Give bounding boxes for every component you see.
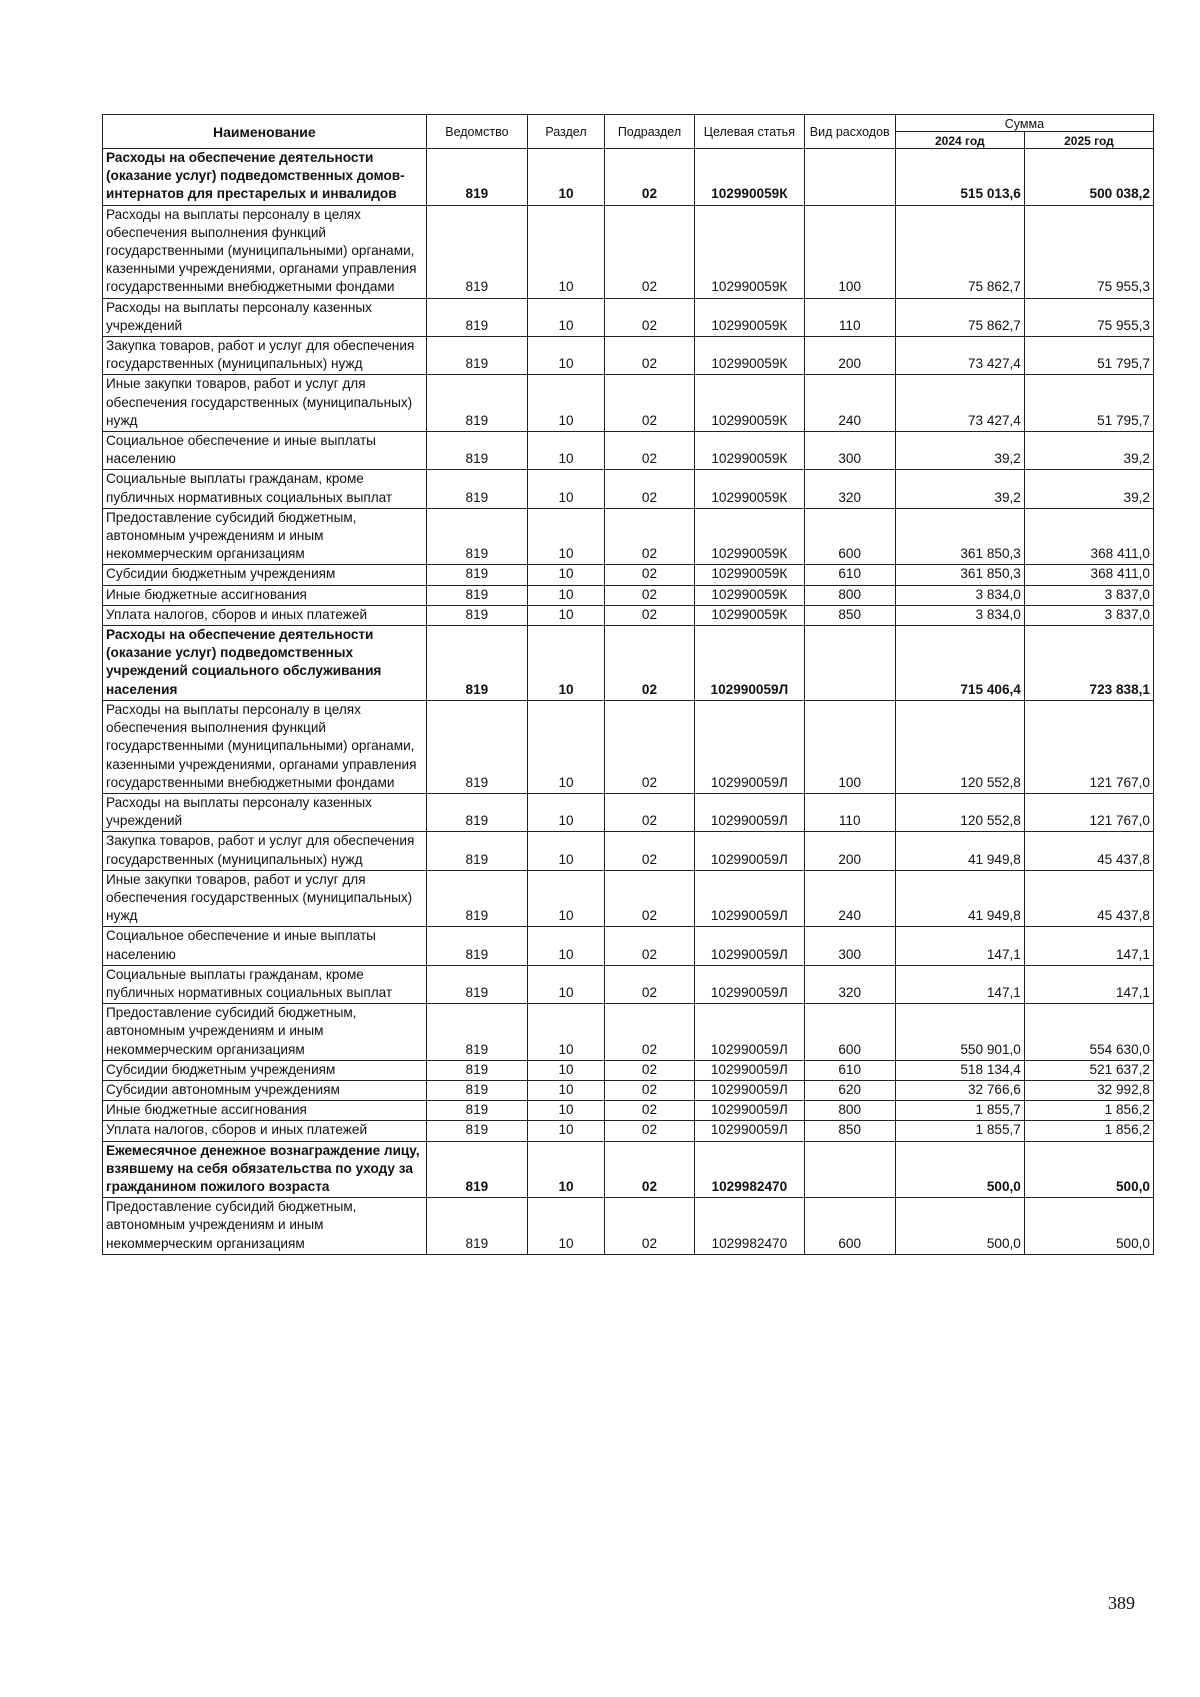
cell-expense-type: [804, 149, 895, 206]
cell-sum-2024: 1 855,7: [895, 1121, 1024, 1141]
cell-sum-2024: 500,0: [895, 1141, 1024, 1198]
cell-name: Иные закупки товаров, работ и услуг для обеспечения государственных (муниципальных) нужд: [103, 870, 427, 927]
cell-sum-2025: 500,0: [1024, 1198, 1153, 1255]
cell-expense-type: 300: [804, 927, 895, 965]
cell-name: Субсидии автономным учреждениям: [103, 1080, 427, 1100]
cell-subsection: 02: [604, 585, 694, 605]
cell-department: 819: [426, 793, 527, 831]
cell-section: 10: [528, 793, 605, 831]
cell-name: Расходы на обеспечение деятельности (оказание услуг) подведомственных учреждений социального обслуживания населения: [103, 626, 427, 701]
cell-target-item: 102990059Л: [695, 1101, 805, 1121]
cell-department: 819: [426, 1101, 527, 1121]
cell-target-item: 102990059Л: [695, 1121, 805, 1141]
cell-target-item: 1029982470: [695, 1198, 805, 1255]
header-sum: Сумма: [895, 115, 1153, 132]
cell-subsection: 02: [604, 1198, 694, 1255]
cell-expense-type: 850: [804, 605, 895, 625]
cell-sum-2024: 39,2: [895, 432, 1024, 470]
cell-section: 10: [528, 605, 605, 625]
cell-expense-type: 240: [804, 870, 895, 927]
cell-name: Социальные выплаты гражданам, кроме публичных нормативных социальных выплат: [103, 965, 427, 1003]
cell-section: 10: [528, 298, 605, 336]
cell-department: 819: [426, 432, 527, 470]
cell-department: 819: [426, 1141, 527, 1198]
cell-expense-type: 850: [804, 1121, 895, 1141]
cell-name: Закупка товаров, работ и услуг для обеспечения государственных (муниципальных) нужд: [103, 832, 427, 870]
cell-expense-type: 100: [804, 205, 895, 298]
cell-target-item: 102990059Л: [695, 1060, 805, 1080]
cell-target-item: 102990059Л: [695, 1080, 805, 1100]
cell-name: Социальные выплаты гражданам, кроме публичных нормативных социальных выплат: [103, 470, 427, 508]
cell-sum-2024: 515 013,6: [895, 149, 1024, 206]
cell-subsection: 02: [604, 508, 694, 565]
cell-target-item: 102990059Л: [695, 793, 805, 831]
cell-target-item: 102990059К: [695, 432, 805, 470]
cell-subsection: 02: [604, 565, 694, 585]
header-department: Ведомство: [426, 115, 527, 149]
table-row: [103, 585, 1154, 605]
table-row: [103, 1198, 1154, 1255]
cell-section: 10: [528, 626, 605, 701]
cell-target-item: 102990059К: [695, 565, 805, 585]
cell-subsection: 02: [604, 375, 694, 432]
cell-expense-type: 200: [804, 832, 895, 870]
cell-sum-2024: 550 901,0: [895, 1004, 1024, 1061]
cell-subsection: 02: [604, 1141, 694, 1198]
cell-expense-type: 320: [804, 470, 895, 508]
cell-expense-type: 110: [804, 298, 895, 336]
cell-department: 819: [426, 565, 527, 585]
cell-department: 819: [426, 605, 527, 625]
table-row: [103, 927, 1154, 965]
header-expense-type: Вид расходов: [804, 115, 895, 149]
cell-subsection: 02: [604, 432, 694, 470]
cell-name: Иные закупки товаров, работ и услуг для обеспечения государственных (муниципальных) нужд: [103, 375, 427, 432]
cell-subsection: 02: [604, 1121, 694, 1141]
cell-subsection: 02: [604, 1060, 694, 1080]
cell-name: Социальное обеспечение и иные выплаты населению: [103, 927, 427, 965]
cell-section: 10: [528, 1004, 605, 1061]
cell-name: Субсидии бюджетным учреждениям: [103, 1060, 427, 1080]
cell-sum-2024: 500,0: [895, 1198, 1024, 1255]
cell-section: 10: [528, 700, 605, 793]
table-row: [103, 337, 1154, 375]
cell-expense-type: 610: [804, 565, 895, 585]
cell-department: 819: [426, 149, 527, 206]
cell-section: 10: [528, 1198, 605, 1255]
cell-sum-2024: 39,2: [895, 470, 1024, 508]
cell-sum-2024: 75 862,7: [895, 298, 1024, 336]
cell-sum-2024: 32 766,6: [895, 1080, 1024, 1100]
table-row: [103, 793, 1154, 831]
cell-subsection: 02: [604, 1101, 694, 1121]
cell-department: 819: [426, 700, 527, 793]
table-row: [103, 965, 1154, 1003]
cell-sum-2025: 121 767,0: [1024, 700, 1153, 793]
cell-sum-2025: 147,1: [1024, 965, 1153, 1003]
cell-subsection: 02: [604, 965, 694, 1003]
cell-name: Закупка товаров, работ и услуг для обеспечения государственных (муниципальных) нужд: [103, 337, 427, 375]
cell-sum-2024: 1 855,7: [895, 1101, 1024, 1121]
table-row: [103, 508, 1154, 565]
cell-sum-2024: 73 427,4: [895, 337, 1024, 375]
cell-sum-2025: 521 637,2: [1024, 1060, 1153, 1080]
cell-department: 819: [426, 1121, 527, 1141]
cell-subsection: 02: [604, 205, 694, 298]
cell-department: 819: [426, 1004, 527, 1061]
cell-expense-type: 610: [804, 1060, 895, 1080]
table-header-row: [103, 115, 1154, 132]
cell-expense-type: [804, 626, 895, 701]
cell-target-item: 102990059К: [695, 205, 805, 298]
cell-subsection: 02: [604, 832, 694, 870]
cell-section: 10: [528, 965, 605, 1003]
cell-section: 10: [528, 470, 605, 508]
cell-subsection: 02: [604, 1080, 694, 1100]
cell-expense-type: 800: [804, 1101, 895, 1121]
table-row: [103, 1141, 1154, 1198]
table-row: [103, 375, 1154, 432]
table-row: [103, 1060, 1154, 1080]
cell-expense-type: 300: [804, 432, 895, 470]
cell-expense-type: 200: [804, 337, 895, 375]
cell-sum-2024: 120 552,8: [895, 793, 1024, 831]
cell-sum-2024: 518 134,4: [895, 1060, 1024, 1080]
cell-sum-2025: 1 856,2: [1024, 1121, 1153, 1141]
cell-target-item: 102990059Л: [695, 870, 805, 927]
cell-name: Расходы на выплаты персоналу в целях обеспечения выполнения функций государственными (муниципальными) органами, казенными учреждениями, органами управления государственными внебюджетными фондами: [103, 205, 427, 298]
cell-subsection: 02: [604, 626, 694, 701]
cell-department: 819: [426, 927, 527, 965]
cell-subsection: 02: [604, 700, 694, 793]
cell-target-item: 102990059К: [695, 337, 805, 375]
cell-expense-type: 100: [804, 700, 895, 793]
cell-section: 10: [528, 205, 605, 298]
cell-sum-2025: 75 955,3: [1024, 298, 1153, 336]
cell-target-item: 102990059Л: [695, 832, 805, 870]
cell-sum-2025: 39,2: [1024, 470, 1153, 508]
cell-section: 10: [528, 1141, 605, 1198]
cell-section: 10: [528, 870, 605, 927]
cell-section: 10: [528, 149, 605, 206]
cell-sum-2024: 147,1: [895, 965, 1024, 1003]
cell-target-item: 102990059Л: [695, 1004, 805, 1061]
cell-sum-2025: 3 837,0: [1024, 605, 1153, 625]
cell-expense-type: 800: [804, 585, 895, 605]
cell-expense-type: 600: [804, 508, 895, 565]
cell-sum-2025: 500 038,2: [1024, 149, 1153, 206]
cell-target-item: 102990059К: [695, 375, 805, 432]
cell-section: 10: [528, 432, 605, 470]
cell-department: 819: [426, 832, 527, 870]
cell-section: 10: [528, 337, 605, 375]
cell-sum-2025: 45 437,8: [1024, 832, 1153, 870]
cell-sum-2024: 41 949,8: [895, 870, 1024, 927]
cell-name: Социальное обеспечение и иные выплаты населению: [103, 432, 427, 470]
cell-sum-2025: 39,2: [1024, 432, 1153, 470]
cell-section: 10: [528, 375, 605, 432]
table-row: [103, 605, 1154, 625]
cell-subsection: 02: [604, 605, 694, 625]
cell-sum-2025: 51 795,7: [1024, 375, 1153, 432]
header-year-2025: 2025 год: [1024, 132, 1153, 149]
cell-target-item: 102990059Л: [695, 965, 805, 1003]
cell-section: 10: [528, 832, 605, 870]
cell-target-item: 1029982470: [695, 1141, 805, 1198]
cell-department: 819: [426, 205, 527, 298]
cell-name: Ежемесячное денежное вознаграждение лицу, взявшему на себя обязательства по уходу за гражданином пожилого возраста: [103, 1141, 427, 1198]
cell-target-item: 102990059К: [695, 508, 805, 565]
cell-target-item: 102990059К: [695, 605, 805, 625]
table-row: [103, 298, 1154, 336]
cell-target-item: 102990059К: [695, 298, 805, 336]
cell-name: Предоставление субсидий бюджетным, автономным учреждениям и иным некоммерческим организациям: [103, 1004, 427, 1061]
table-row: [103, 432, 1154, 470]
cell-sum-2024: 361 850,3: [895, 508, 1024, 565]
cell-expense-type: 240: [804, 375, 895, 432]
cell-subsection: 02: [604, 298, 694, 336]
header-target-item: Целевая статья: [695, 115, 805, 149]
cell-target-item: 102990059К: [695, 585, 805, 605]
cell-section: 10: [528, 1101, 605, 1121]
cell-subsection: 02: [604, 149, 694, 206]
cell-sum-2025: 121 767,0: [1024, 793, 1153, 831]
header-section: Раздел: [528, 115, 605, 149]
cell-target-item: 102990059Л: [695, 626, 805, 701]
cell-department: 819: [426, 1080, 527, 1100]
cell-department: 819: [426, 1198, 527, 1255]
cell-target-item: 102990059К: [695, 149, 805, 206]
cell-sum-2024: 41 949,8: [895, 832, 1024, 870]
cell-subsection: 02: [604, 470, 694, 508]
cell-sum-2024: 3 834,0: [895, 605, 1024, 625]
cell-subsection: 02: [604, 927, 694, 965]
header-year-2024: 2024 год: [895, 132, 1024, 149]
cell-department: 819: [426, 470, 527, 508]
cell-subsection: 02: [604, 337, 694, 375]
page-number: 389: [1108, 1593, 1135, 1613]
cell-sum-2025: 3 837,0: [1024, 585, 1153, 605]
cell-target-item: 102990059К: [695, 470, 805, 508]
cell-expense-type: 110: [804, 793, 895, 831]
cell-name: Иные бюджетные ассигнования: [103, 1101, 427, 1121]
cell-name: Расходы на выплаты персоналу казенных учреждений: [103, 793, 427, 831]
cell-name: Уплата налогов, сборов и иных платежей: [103, 605, 427, 625]
cell-sum-2025: 147,1: [1024, 927, 1153, 965]
cell-sum-2024: 75 862,7: [895, 205, 1024, 298]
cell-name: Предоставление субсидий бюджетным, автономным учреждениям и иным некоммерческим организациям: [103, 1198, 427, 1255]
cell-sum-2025: 1 856,2: [1024, 1101, 1153, 1121]
cell-expense-type: 320: [804, 965, 895, 1003]
cell-department: 819: [426, 965, 527, 1003]
cell-department: 819: [426, 870, 527, 927]
table-row: [103, 205, 1154, 298]
table-row: [103, 626, 1154, 701]
table-row: [103, 832, 1154, 870]
cell-target-item: 102990059Л: [695, 700, 805, 793]
cell-sum-2025: 51 795,7: [1024, 337, 1153, 375]
cell-section: 10: [528, 927, 605, 965]
cell-subsection: 02: [604, 1004, 694, 1061]
cell-department: 819: [426, 337, 527, 375]
table-row: [103, 470, 1154, 508]
cell-sum-2024: 3 834,0: [895, 585, 1024, 605]
cell-subsection: 02: [604, 793, 694, 831]
cell-sum-2025: 75 955,3: [1024, 205, 1153, 298]
cell-section: 10: [528, 585, 605, 605]
table-row: [103, 1101, 1154, 1121]
table-row: [103, 700, 1154, 793]
cell-section: 10: [528, 1121, 605, 1141]
cell-section: 10: [528, 1060, 605, 1080]
cell-section: 10: [528, 565, 605, 585]
cell-target-item: 102990059Л: [695, 927, 805, 965]
table-row: [103, 1121, 1154, 1141]
cell-section: 10: [528, 508, 605, 565]
cell-name: Иные бюджетные ассигнования: [103, 585, 427, 605]
table-row: [103, 870, 1154, 927]
cell-sum-2025: 554 630,0: [1024, 1004, 1153, 1061]
cell-sum-2025: 500,0: [1024, 1141, 1153, 1198]
cell-subsection: 02: [604, 870, 694, 927]
cell-sum-2025: 368 411,0: [1024, 508, 1153, 565]
cell-department: 819: [426, 585, 527, 605]
cell-name: Расходы на выплаты персоналу казенных учреждений: [103, 298, 427, 336]
table-row: [103, 1080, 1154, 1100]
cell-sum-2024: 361 850,3: [895, 565, 1024, 585]
cell-section: 10: [528, 1080, 605, 1100]
cell-expense-type: 600: [804, 1198, 895, 1255]
cell-sum-2024: 715 406,4: [895, 626, 1024, 701]
cell-name: Расходы на выплаты персоналу в целях обеспечения выполнения функций государственными (муниципальными) органами, казенными учреждениями, органами управления государственными внебюджетными фондами: [103, 700, 427, 793]
cell-department: 819: [426, 626, 527, 701]
cell-sum-2025: 32 992,8: [1024, 1080, 1153, 1100]
cell-department: 819: [426, 375, 527, 432]
table-row: [103, 1004, 1154, 1061]
cell-expense-type: 620: [804, 1080, 895, 1100]
header-name: Наименование: [103, 115, 427, 149]
cell-department: 819: [426, 508, 527, 565]
cell-name: Предоставление субсидий бюджетным, автономным учреждениям и иным некоммерческим организациям: [103, 508, 427, 565]
budget-table: [102, 114, 1154, 1255]
cell-name: Субсидии бюджетным учреждениям: [103, 565, 427, 585]
cell-department: 819: [426, 1060, 527, 1080]
header-subsection: Подраздел: [604, 115, 694, 149]
cell-sum-2025: 723 838,1: [1024, 626, 1153, 701]
cell-sum-2025: 368 411,0: [1024, 565, 1153, 585]
cell-expense-type: [804, 1141, 895, 1198]
cell-name: Уплата налогов, сборов и иных платежей: [103, 1121, 427, 1141]
cell-sum-2024: 147,1: [895, 927, 1024, 965]
cell-name: Расходы на обеспечение деятельности (оказание услуг) подведомственных домов-интернатов для престарелых и инвалидов: [103, 149, 427, 206]
cell-department: 819: [426, 298, 527, 336]
cell-sum-2024: 120 552,8: [895, 700, 1024, 793]
cell-sum-2025: 45 437,8: [1024, 870, 1153, 927]
table-row: [103, 565, 1154, 585]
cell-expense-type: 600: [804, 1004, 895, 1061]
cell-sum-2024: 73 427,4: [895, 375, 1024, 432]
table-row: [103, 149, 1154, 206]
